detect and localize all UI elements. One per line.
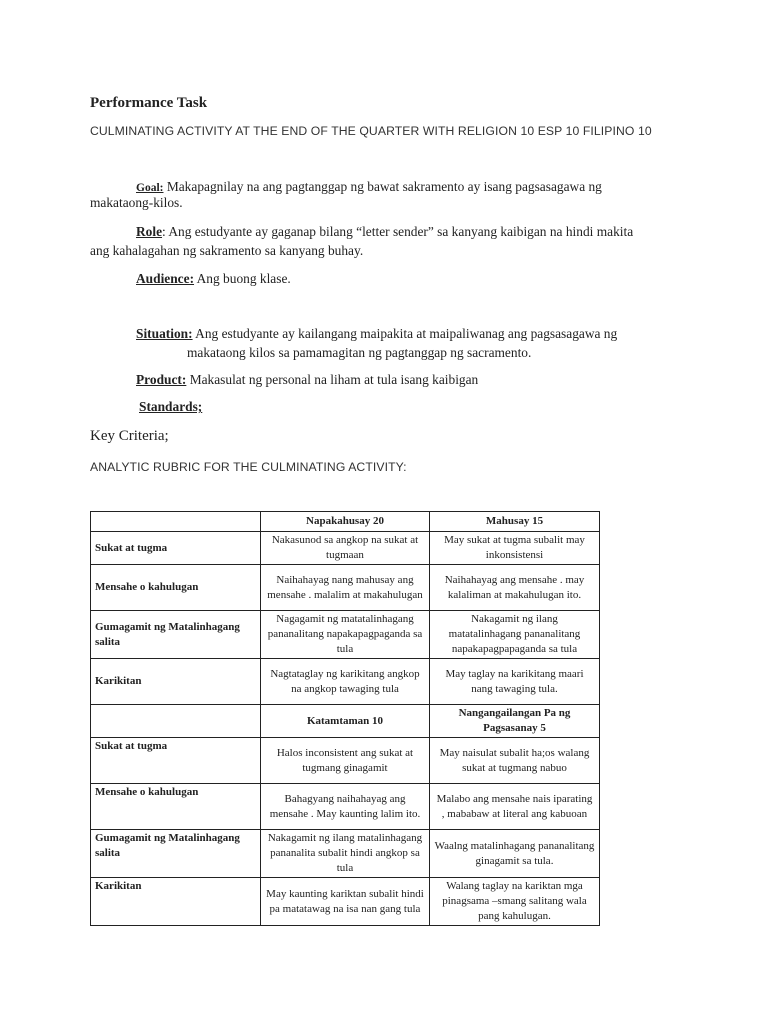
situation-label: Situation:: [136, 326, 193, 341]
table-header-row: [91, 512, 600, 532]
table-cell: Nakasunod sa angkop na sukat at tugmaan: [261, 532, 430, 565]
table-row: [91, 738, 600, 784]
role-line-1: [136, 222, 633, 241]
standards-line: [139, 397, 202, 416]
table-cell: May kaunting kariktan subalit hindi pa matatawag na isa nan gang tula: [261, 878, 430, 926]
criterion-label: Karikitan: [91, 878, 261, 926]
criterion-label: Karikitan: [91, 659, 261, 705]
rubric-table: [90, 511, 600, 926]
table-row: [91, 784, 600, 830]
goal-label: Goal:: [136, 182, 164, 194]
product-label: Product:: [136, 372, 187, 387]
column-header: Mahusay 15: [430, 512, 600, 532]
role-text-1: : Ang estudyante ay gaganap bilang “letter sender” sa kanyang kaibigan na hindi makita: [162, 224, 634, 239]
criterion-label: Mensahe o kahulugan: [91, 784, 261, 830]
goal-text-1: Makapagnilay na ang pagtanggap ng bawat sakramento ay isang pagsasagawa ng: [163, 179, 602, 194]
table-cell: Halos inconsistent ang sukat at tugmang ginagamit: [261, 738, 430, 784]
situation-line-1: [136, 324, 617, 343]
situation-text-1: Ang estudyante ay kailangang maipakita at maipaliwanag ang pagsasagawa ng: [192, 326, 618, 341]
table-cell: Bahagyang naihahayag ang mensahe . May kaunting lalim ito.: [261, 784, 430, 830]
table-row: [91, 878, 600, 926]
goal-text-2: makataong-kilos.: [90, 195, 183, 210]
table-cell-empty: [91, 512, 261, 532]
criterion-label: Sukat at tugma: [91, 532, 261, 565]
table-cell: May naisulat subalit ha;os walang sukat at tugmang nabuo: [430, 738, 600, 784]
role-text-2: ang kahalagahan ng sakramento sa kanyang buhay.: [90, 243, 364, 258]
table-cell: Walang taglay na kariktan mga pinagsama –smang salitang wala pang kahulugan.: [430, 878, 600, 926]
table-cell: Malabo ang mensahe nais iparating , mababaw at literal ang kabuoan: [430, 784, 600, 830]
product-text: Makasulat ng personal na liham at tula isang kaibigan: [186, 372, 479, 387]
table-header-row: [91, 705, 600, 738]
table-row: [91, 659, 600, 705]
standards-label: Standards;: [139, 399, 203, 414]
criterion-label: Gumagamit ng Matalinhagang salita: [91, 830, 261, 878]
table-row: [91, 532, 600, 565]
table-cell: Nakagamit ng ilang matatalinhagang pananalitang napakapagpapaganda sa tula: [430, 611, 600, 659]
product-line: [136, 370, 478, 389]
table-cell: May taglay na karikitang maari nang tawaging tula.: [430, 659, 600, 705]
audience-label: Audience:: [136, 271, 195, 286]
page-title: Performance Task: [90, 95, 208, 111]
subtitle: CULMINATING ACTIVITY AT THE END OF THE QUARTER WITH RELIGION 10 ESP 10 FILIPINO 10: [90, 124, 652, 138]
criterion-label: Mensahe o kahulugan: [91, 565, 261, 611]
table-cell: Nagtataglay ng karikitang angkop na angkop tawaging tula: [261, 659, 430, 705]
column-header: Napakahusay 20: [261, 512, 430, 532]
table-row: [91, 830, 600, 878]
table-cell: Waalng matalinhagang pananalitang ginagamit sa tula.: [430, 830, 600, 878]
goal-line-1: [136, 177, 602, 198]
table-cell-empty: [91, 705, 261, 738]
table-row: [91, 565, 600, 611]
rubric-heading: ANALYTIC RUBRIC FOR THE CULMINATING ACTIVITY:: [90, 460, 407, 474]
situation-text-2: makataong kilos sa pamamagitan ng pagtanggap ng sacramento.: [187, 345, 532, 360]
column-header: Katamtaman 10: [261, 705, 430, 738]
column-header: Nangangailangan Pa ng Pagsasanay 5: [430, 705, 600, 738]
key-criteria-heading: Key Criteria;: [90, 428, 169, 444]
criterion-label: Sukat at tugma: [91, 738, 261, 784]
table-cell: May sukat at tugma subalit may inkonsistensi: [430, 532, 600, 565]
table-cell: Naihahayag ang mensahe . may kalaliman at makahulugan ito.: [430, 565, 600, 611]
audience-text: Ang buong klase.: [194, 271, 291, 286]
table-row: [91, 611, 600, 659]
audience-line: [136, 269, 291, 288]
table-cell: Nagagamit ng matatalinhagang pananalitang napakapagpaganda sa tula: [261, 611, 430, 659]
table-cell: Naihahayag nang mahusay ang mensahe . malalim at makahulugan: [261, 565, 430, 611]
criterion-label: Gumagamit ng Matalinhagang salita: [91, 611, 261, 659]
role-label: Role: [136, 224, 163, 239]
table-cell: Nakagamit ng ilang matalinhagang pananalita subalit hindi angkop sa tula: [261, 830, 430, 878]
